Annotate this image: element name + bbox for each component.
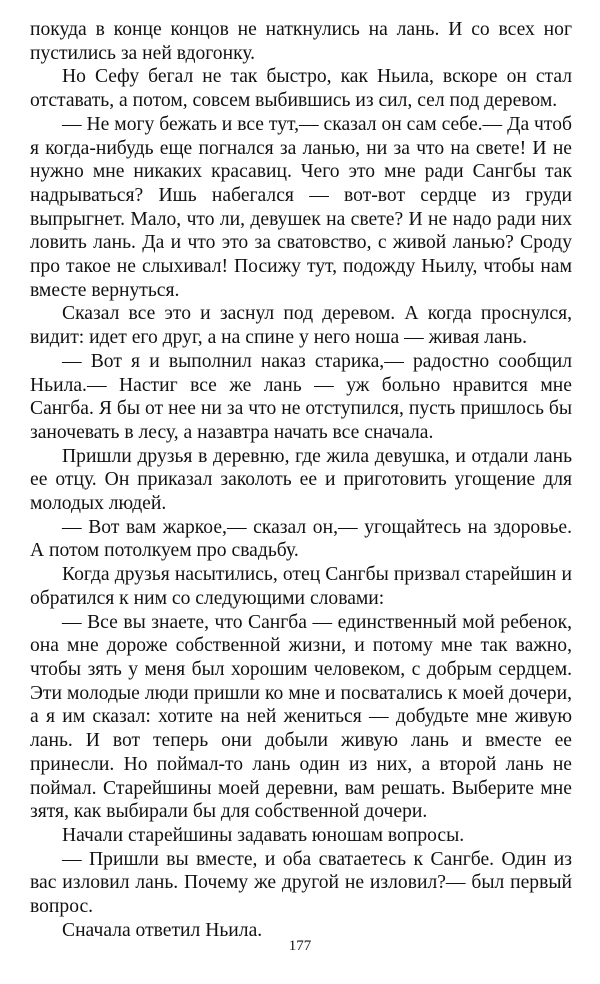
page-text <box>30 18 572 942</box>
paragraph: — Вот я и выполнил наказ старика,— радостно сообщил Ньила.— Настиг все же лань — уж больно нравится мне Сангба. Я бы от нее ни за что не отступился, пусть пришлось бы заночевать в лесу, а назавтра начать все сначала. <box>30 350 572 443</box>
paragraph: Сказал все это и заснул под деревом. А когда проснулся, видит: идет его друг, а на спине у него ноша — живая лань. <box>30 303 572 349</box>
paragraph: покуда в конце концов не наткнулись на лань. И со всех ног пустились за ней вдогонку. <box>30 19 572 64</box>
paragraph: Когда друзья насытились, отец Сангбы призвал старейшин и обратился к ним со следующими словами: <box>30 564 572 609</box>
paragraph: — Не могу бежать и все тут,— сказал он сам себе.— Да чтоб я когда-нибудь еще погнался за ланью, ни за что на свете! И не нужно мне никаких красавиц. Чего это мне ради Сангбы так надрываться? Ишь набегался — вот-вот сердце из груди выпрыгнет. Мало, что ли, девушек на свете? И не надо ради них ловить лань. Да и что это за сватовство, с живой ланью? Сроду про такое не слыхивал! Посижу тут, подожду Ньилу, чтобы нам вместе вернуться. <box>30 113 572 301</box>
paragraph: — Пришли вы вместе, и оба сватаетесь к Сангбе. Один из вас изловил лань. Почему же другой не изловил?— был первый вопрос. <box>30 848 572 918</box>
paragraph: — Все вы знаете, что Сангба — единственный мой ребенок, она мне дороже собственной жизни, и потому мне так важно, чтобы зять у меня был хорошим человеком, с добрым сердцем. Эти молодые люди пришли ко мне и посватались к моей дочери, а я им сказал: хотите на ней жениться — добудьте мне живую лань. И вот теперь они добыли живую лань и вместе ее принесли. Но поймал-то лань один из них, а второй лань не поймал. Старейшины моей деревни, вам решать. Выберите мне зятя, как выбирали бы для собственной дочери. <box>30 611 572 823</box>
paragraph: Пришли друзья в деревню, где жила девушка, и отдали лань ее отцу. Он приказал заколоть ее и приготовить угощение для молодых людей. <box>30 445 572 515</box>
page-number: 177 <box>288 938 312 954</box>
paragraph: Начали старейшины задавать юношам вопросы. <box>62 824 465 846</box>
paragraph: Сначала ответил Ньила. <box>62 919 263 941</box>
paragraph: — Вот вам жаркое,— сказал он,— угощайтесь на здоровье. А потом потолкуем про свадьбу. <box>30 516 572 562</box>
paragraph: Но Сефу бегал не так быстро, как Ньила, вскоре он стал отставать, а потом, совсем выбившись из сил, сел под деревом. <box>30 66 572 112</box>
